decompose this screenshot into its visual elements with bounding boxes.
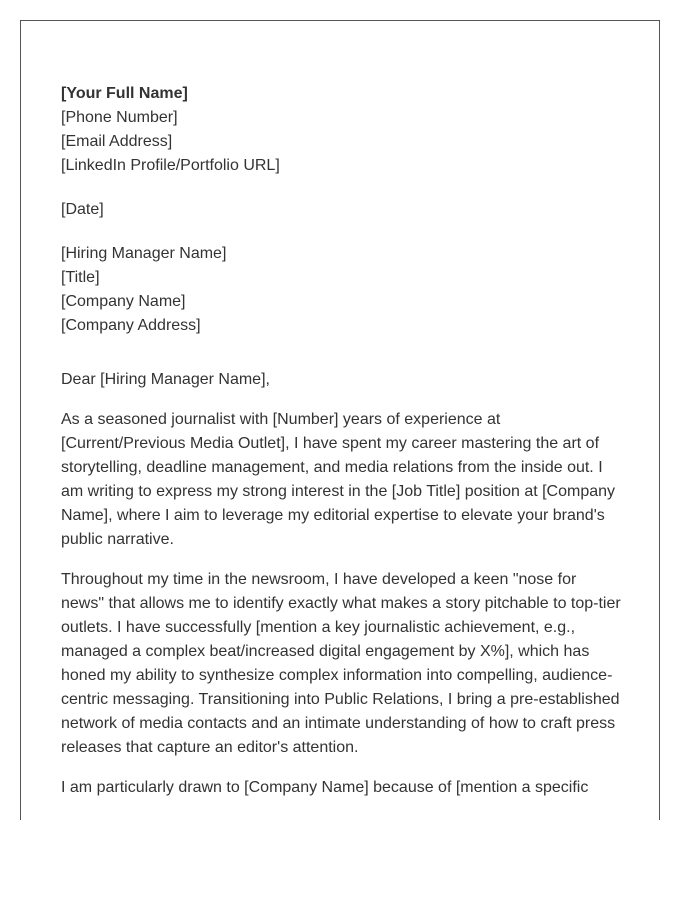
- sender-email: [Email Address]: [61, 133, 173, 150]
- paragraph-line: I am particularly drawn to [Company Name] because of [mention a specific: [61, 779, 589, 796]
- paragraph-company-interest: [61, 776, 626, 800]
- paragraph-line: network of media contacts and an intimate understanding of how to craft press: [61, 715, 616, 732]
- paragraph-line: [Current/Previous Media Outlet], I have spent my career mastering the art of: [61, 435, 600, 452]
- paragraph-line: Throughout my time in the newsroom, I have developed a keen "nose for: [61, 571, 577, 588]
- salutation-block: [61, 368, 626, 392]
- salutation: Dear [Hiring Manager Name],: [61, 371, 270, 388]
- recipient-title: [Title]: [61, 269, 100, 286]
- recipient-company-name: [Company Name]: [61, 293, 186, 310]
- paragraph-line: As a seasoned journalist with [Number] years of experience at: [61, 411, 501, 428]
- date-block: [61, 198, 626, 222]
- cover-letter-body: [61, 82, 626, 800]
- paragraph-intro: [61, 408, 626, 552]
- paragraph-line: Name], where I aim to leverage my editorial expertise to elevate your brand's: [61, 507, 605, 524]
- paragraph-line: managed a complex beat/increased digital engagement by X%], which has: [61, 643, 590, 660]
- paragraph-line: centric messaging. Transitioning into Public Relations, I bring a pre-established: [61, 691, 620, 708]
- paragraph-line: news" that allows me to identify exactly what makes a story pitchable to top-tier: [61, 595, 621, 612]
- paragraph-line: releases that capture an editor's attention.: [61, 739, 359, 756]
- letter-date: [Date]: [61, 201, 104, 218]
- paragraph-line: storytelling, deadline management, and media relations from the inside out. I: [61, 459, 603, 476]
- sender-profile-url: [LinkedIn Profile/Portfolio URL]: [61, 157, 280, 174]
- paragraph-experience: [61, 568, 626, 760]
- sender-phone: [Phone Number]: [61, 109, 178, 126]
- recipient-company-address: [Company Address]: [61, 317, 201, 334]
- recipient-manager-name: [Hiring Manager Name]: [61, 245, 227, 262]
- recipient-block: [61, 242, 626, 338]
- sender-name: [Your Full Name]: [61, 85, 188, 102]
- paragraph-line: outlets. I have successfully [mention a key journalistic achievement, e.g.,: [61, 619, 576, 636]
- sender-block: [61, 82, 626, 178]
- paragraph-line: honed my ability to synthesize complex information into compelling, audience-: [61, 667, 613, 684]
- paragraph-line: am writing to express my strong interest in the [Job Title] position at [Company: [61, 483, 616, 500]
- document-page: [20, 20, 660, 820]
- paragraph-line: public narrative.: [61, 531, 174, 548]
